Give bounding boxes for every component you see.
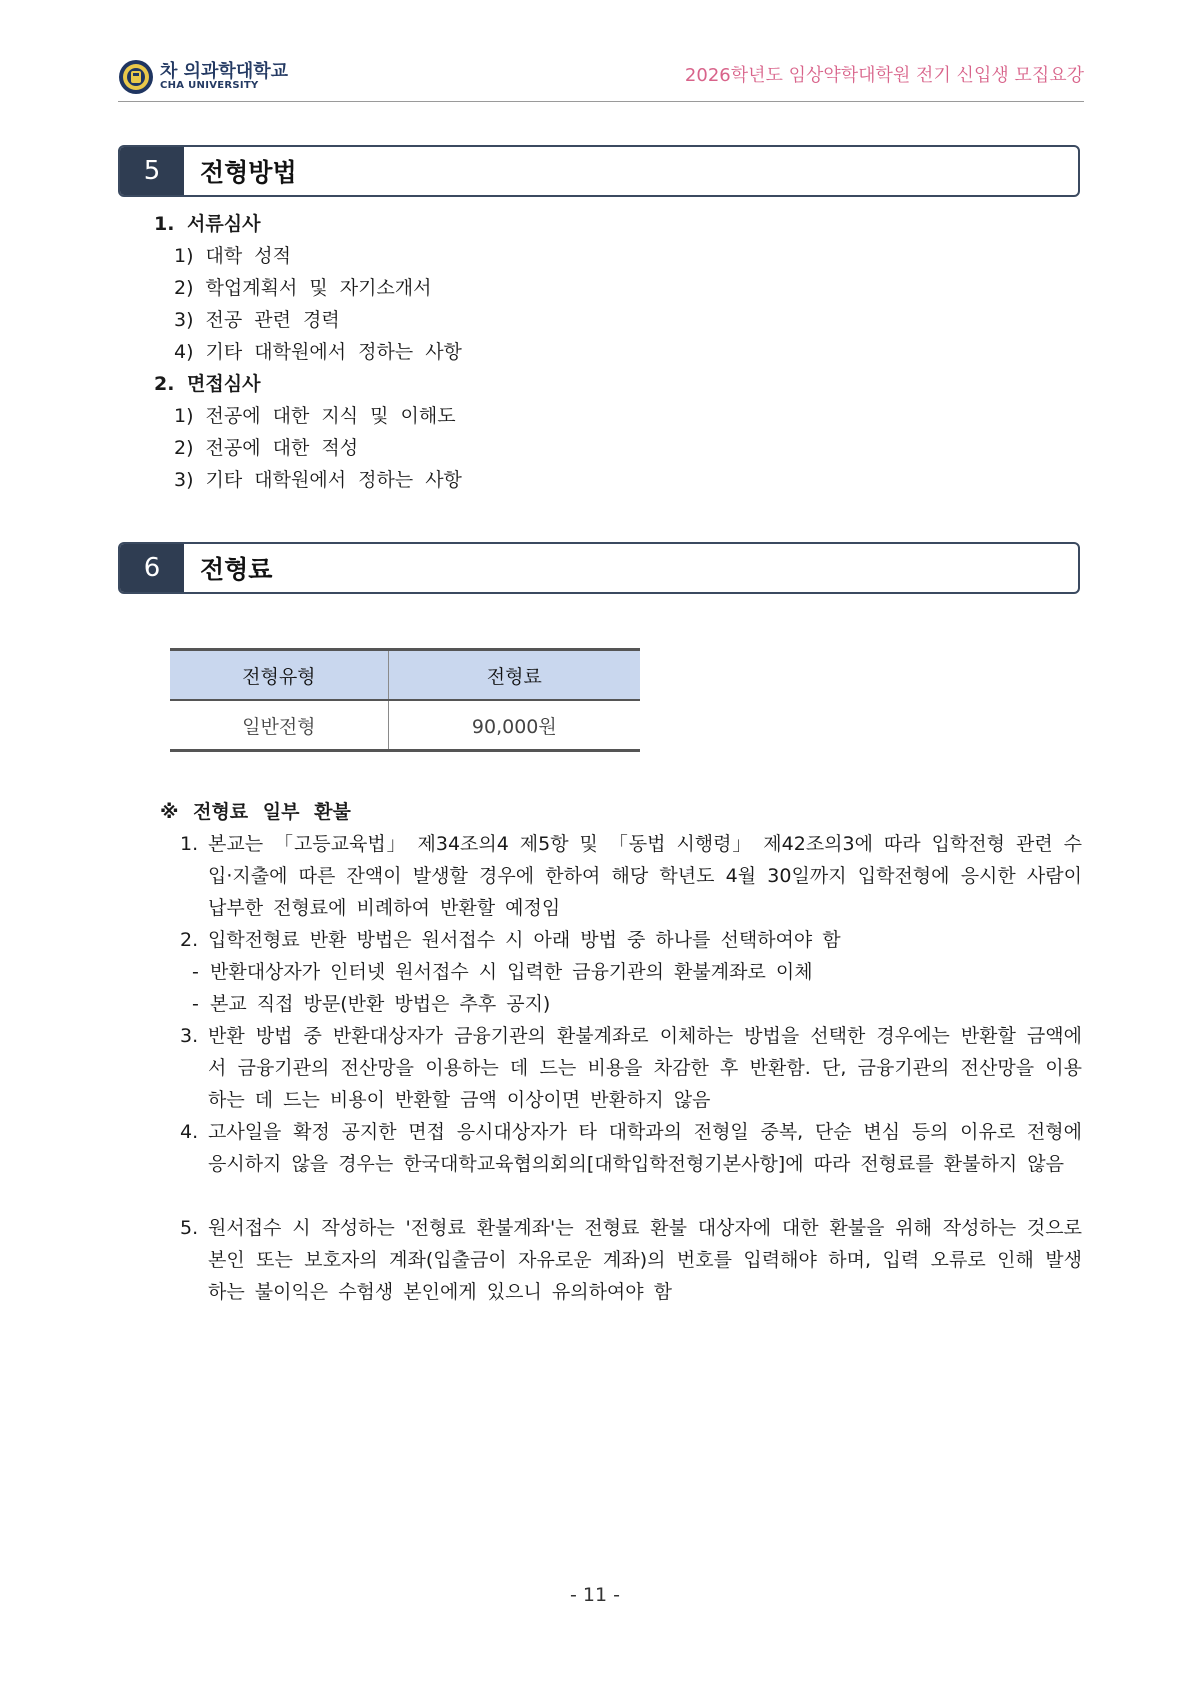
list-item: 1) 대학 성적	[174, 245, 291, 267]
list-item: 2) 전공에 대한 적성	[174, 437, 359, 459]
page-number: - 11 -	[570, 1584, 620, 1606]
refund-item-text: 본교는 「고등교육법」 제34조의4 제5항 및 「동법 시행령」 제42조의3에 따라 입학전형 관련 수입·지출에 따른 잔액이 발생할 경우에 한하여 해당 학년도 4월 30일까지 입학전형에 응시한 사람이 납부한 전형료에 비례하여 반환할 예정임	[208, 833, 1082, 919]
list-item: 2) 학업계획서 및 자기소개서	[174, 277, 432, 299]
list-item: 3) 기타 대학원에서 정하는 사항	[174, 469, 462, 491]
list-item: 3) 전공 관련 경력	[174, 309, 340, 331]
section-6-title: 전형료	[200, 555, 273, 584]
section-6-number: 6	[120, 544, 184, 592]
university-name-en: CHA UNIVERSITY	[160, 80, 259, 91]
refund-item-text: 반환 방법 중 반환대상자가 금융기관의 환불계좌로 이체하는 방법을 선택한 경우에는 반환할 금액에서 금융기관의 전산망을 이용하는 데 드는 비용을 차감한 후 반환함. 단, 금융기관의 전산망을 이용하는 데 드는 비용이 반환할 금액 이상이면 반환하지 않음	[208, 1025, 1082, 1111]
section-5-title: 전형방법	[200, 158, 297, 187]
refund-subitem-text: 반환대상자가 인터넷 원서접수 시 입력한 금융기관의 환불계좌로 이체	[210, 961, 813, 983]
column-header-type: 전형유형	[170, 650, 388, 701]
section-5-number: 5	[120, 147, 184, 195]
refund-item	[180, 1020, 1082, 1116]
page-header	[118, 55, 1084, 102]
screening-group-documents: 1. 서류심사	[154, 213, 261, 235]
fee-table	[170, 648, 640, 752]
cell-type: 일반전형	[170, 700, 388, 751]
refund-item-number: 2.	[180, 929, 199, 951]
refund-item-text: 입학전형료 반환 방법은 원서접수 시 아래 방법 중 하나를 선택하여야 함	[208, 929, 841, 951]
screening-group-interview: 2. 면접심사	[154, 373, 261, 395]
table-header-row	[170, 650, 640, 701]
refund-subitem-dash: -	[192, 961, 199, 983]
cell-fee: 90,000원	[388, 700, 640, 751]
table-row	[170, 700, 640, 751]
refund-item-number: 3.	[180, 1025, 199, 1047]
list-item: 1) 전공에 대한 지식 및 이해도	[174, 405, 456, 427]
refund-heading: ※ 전형료 일부 환불	[160, 801, 351, 823]
refund-item-number: 4.	[180, 1121, 199, 1143]
refund-subitem-text: 본교 직접 방문(반환 방법은 추후 공지)	[210, 993, 551, 1015]
refund-item-text: 고사일을 확정 공지한 면접 응시대상자가 타 대학과의 전형일 중복, 단순 변심 등의 이유로 전형에 응시하지 않을 경우는 한국대학교육협의회의[대학입학전형기본사항]에 따라 전형료를 환불하지 않음	[208, 1121, 1082, 1175]
refund-item	[180, 1212, 1082, 1308]
refund-item	[180, 828, 1082, 924]
column-header-fee: 전형료	[388, 650, 640, 701]
refund-item-text: 원서접수 시 작성하는 '전형료 환불계좌'는 전형료 환불 대상자에 대한 환불을 위해 작성하는 것으로 본인 또는 보호자의 계좌(입출금이 자유로운 계좌)의 번호를 입력해야 하며, 입력 오류로 인해 발생하는 불이익은 수험생 본인에게 있으니 유의하여야 함	[208, 1217, 1082, 1303]
refund-subitem-dash: -	[192, 993, 199, 1015]
refund-item	[180, 924, 1082, 956]
document-title: 2026학년도 임상약학대학원 전기 신입생 모집요강	[684, 65, 1084, 86]
section-5-header	[118, 145, 1080, 197]
section-6-header	[118, 542, 1080, 594]
refund-subitem	[192, 956, 1082, 988]
refund-item-number: 1.	[180, 833, 199, 855]
university-name-ko: 차 의과학대학교	[160, 61, 288, 82]
university-seal-icon	[118, 59, 154, 95]
refund-item-number: 5.	[180, 1217, 199, 1239]
refund-item	[180, 1116, 1082, 1212]
refund-subitem	[192, 988, 1082, 1020]
list-item: 4) 기타 대학원에서 정하는 사항	[174, 341, 462, 363]
